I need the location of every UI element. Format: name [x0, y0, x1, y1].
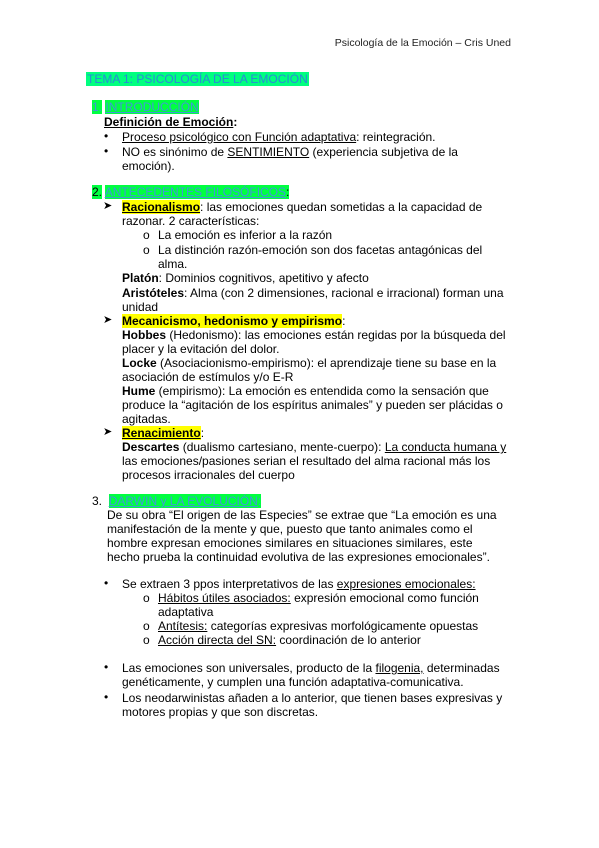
definition-label: Definición de Emoción:: [104, 115, 238, 129]
circle-bullet-icon: o: [143, 633, 150, 647]
section-2-title: ANTECEDENTES FILOSÓFICOS: [104, 185, 287, 199]
paragraph-line: hombre expresan emociones similares en situaciones similares, este: [107, 536, 473, 550]
sub-item: Antítesis: categorías expresivas morfológicamente opuestas: [158, 619, 479, 633]
list-item: Se extraen 3 ppos interpretativos de las expresiones emocionales:: [122, 577, 476, 591]
circle-bullet-icon: o: [143, 243, 150, 257]
list-item: Los neodarwinistas añaden a lo anterior, que tienen bases expresivas y: [122, 691, 503, 705]
list-item-continuation: genéticamente, y cumplen una función adaptativa-comunicativa.: [122, 675, 464, 689]
arrow-bullet-icon: ➤: [103, 314, 113, 326]
bullet-icon: •: [104, 690, 109, 704]
section-2-number: 2.: [92, 185, 103, 199]
hobbes-line: Hobbes (Hedonismo): las emociones están regidas por la búsqueda del: [122, 328, 506, 342]
locke-continuation: asociación de estímulos y/o E-R: [122, 370, 294, 384]
hume-continuation: agitadas.: [122, 412, 171, 426]
list-item: Mecanicismo, hedonismo y empirismo:: [122, 314, 346, 328]
section-1-number: 1.: [92, 100, 103, 114]
section-3-number: 3.: [92, 494, 103, 508]
page-header: Psicología de la Emoción – Cris Uned: [334, 37, 511, 49]
paragraph-line: hecho prueba la continuidad evolutiva de las expresiones emocionales”.: [107, 550, 490, 564]
sub-item: La emoción es inferior a la razón: [158, 228, 333, 242]
hume-line: Hume (empirismo): La emoción es entendida como la sensación que: [122, 384, 489, 398]
aristoteles-line: Aristóteles: Alma (con 2 dimensiones, racional e irracional) forman una: [122, 286, 504, 300]
circle-bullet-icon: o: [143, 619, 150, 633]
section-1-heading: [92, 100, 199, 114]
paragraph-line: manifestación de la mente y que, puesto que tanto animales como el: [107, 522, 473, 536]
bullet-icon: •: [104, 576, 109, 590]
arrow-bullet-icon: ➤: [103, 200, 113, 212]
sub-item: Acción directa del SN: coordinación de lo anterior: [158, 633, 421, 647]
list-item: Renacimiento:: [122, 426, 205, 440]
section-1-title: INTRODUCCIÓN: [105, 100, 199, 114]
bullet-icon: •: [104, 129, 109, 143]
sub-item: La distinción razón-emoción son dos facetas antagónicas del: [158, 243, 483, 257]
bullet-icon: •: [104, 660, 109, 674]
sub-item: Hábitos útiles asociados: expresión emocional como función: [158, 591, 479, 605]
list-item: Las emociones son universales, producto de la filogenia, determinadas: [122, 661, 500, 675]
sub-item-continuation: adaptativa: [158, 605, 214, 619]
section-3-title: DARWIN y LA EVOLUCIÓN: [108, 494, 258, 508]
arrow-bullet-icon: ➤: [103, 426, 113, 438]
page-title: TEMA 1: PSICOLOGÍA DE LA EMOCIÓN: [87, 72, 308, 86]
list-item: Racionalismo: las emociones quedan sometidas a la capacidad de: [122, 200, 483, 214]
paragraph-line: De su obra “El origen de las Especies” se extrae que “La emoción es una: [107, 508, 497, 522]
list-item-continuation: motores propias y que son discretas.: [122, 705, 319, 719]
hobbes-continuation: placer y la evitación del dolor.: [122, 342, 280, 356]
platon-line: Platón: Dominios cognitivos, apetitivo y afecto: [122, 271, 369, 285]
list-item: NO es sinónimo de SENTIMIENTO (experiencia subjetiva de la: [122, 145, 458, 159]
list-item-continuation: emoción).: [122, 159, 175, 173]
descartes-line: Descartes (dualismo cartesiano, mente-cuerpo): La conducta humana y: [122, 440, 507, 454]
descartes-continuation: procesos irracionales del cuerpo: [122, 468, 295, 482]
bullet-icon: •: [104, 144, 109, 158]
locke-line: Locke (Asociacionismo-empirismo): el aprendizaje tiene su base en la: [122, 356, 497, 370]
section-3-heading: 3. DARWIN y LA EVOLUCIÓN:: [92, 494, 262, 508]
list-item: Proceso psicológico con Función adaptativa: reintegración.: [122, 130, 436, 144]
hume-continuation: produce la “agitación de los espíritus animales” y pueden ser plácidas o: [122, 398, 503, 412]
sub-item-continuation: alma.: [158, 257, 188, 271]
list-item-continuation: razonar. 2 características:: [122, 214, 260, 228]
circle-bullet-icon: o: [143, 228, 150, 242]
section-2-heading: 2. ANTECEDENTES FILOSÓFICOS:: [92, 185, 290, 199]
aristoteles-continuation: unidad: [122, 300, 159, 314]
circle-bullet-icon: o: [143, 591, 150, 605]
descartes-continuation: las emociones/pasiones serian el resultado del alma racional más los: [122, 454, 491, 468]
